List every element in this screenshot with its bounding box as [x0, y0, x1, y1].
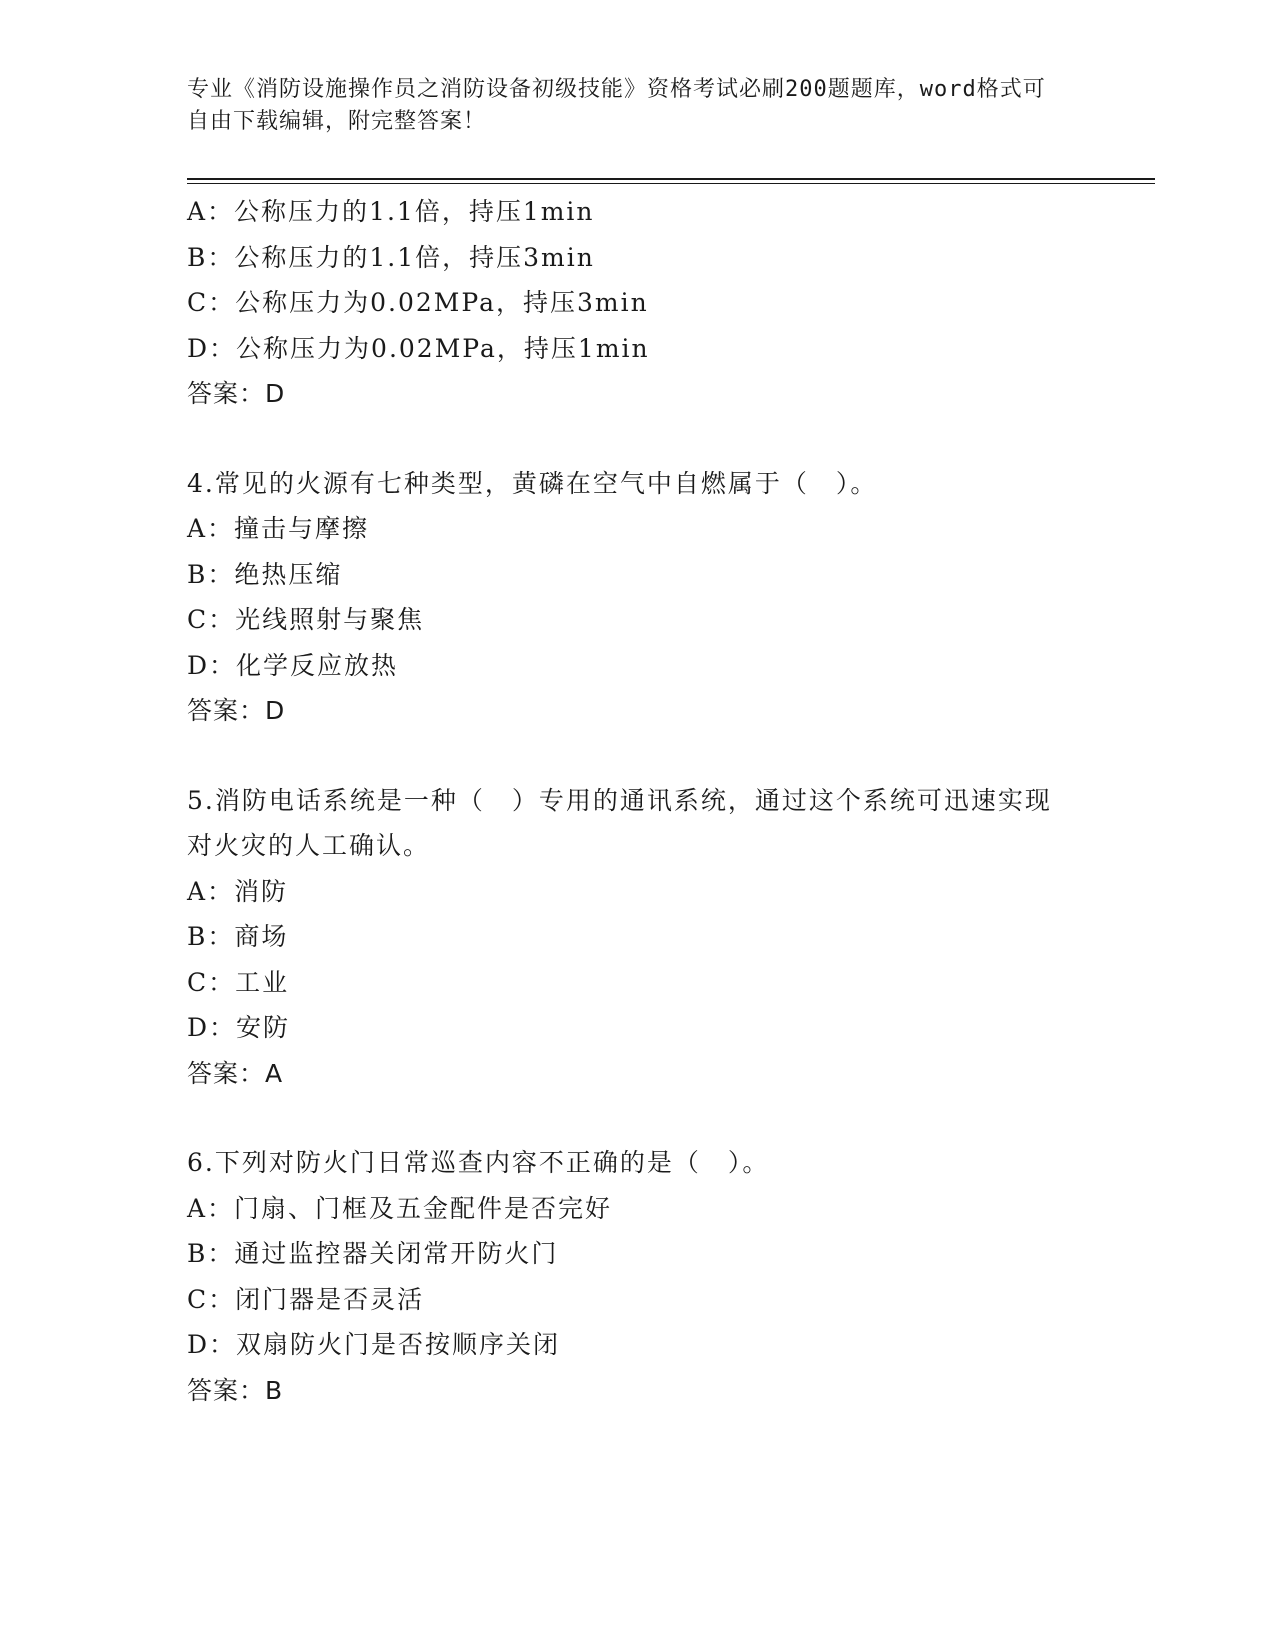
spacer	[187, 1096, 1087, 1140]
option-a: A：门扇、门框及五金配件是否完好	[187, 1193, 613, 1223]
option-a: A：撞击与摩擦	[187, 514, 370, 543]
question-block-3	[187, 189, 1087, 417]
option-a: A：消防	[187, 876, 289, 906]
option-a: A：公称压力的1.1倍，持压1min	[187, 197, 595, 226]
question-list	[187, 189, 1087, 1413]
option-c: C：工业	[187, 967, 290, 997]
option-b: B：绝热压缩	[187, 559, 343, 589]
answer-line: 答案：B	[187, 1375, 284, 1405]
option-d: D：双扇防火门是否按顺序关闭	[187, 1330, 561, 1359]
question-text: 4.常见的火源有七种类型，黄磷在空气中自燃属于（ ）。	[187, 468, 878, 498]
option-d: D：公称压力为0.02MPa，持压1min	[187, 333, 650, 363]
answer-line: 答案：A	[187, 1058, 284, 1088]
option-b: B：通过监控器关闭常开防火门	[187, 1239, 559, 1268]
option-c: C：闭门器是否灵活	[187, 1284, 425, 1314]
answer-line: 答案：D	[187, 379, 286, 408]
question-block-6	[187, 1140, 1087, 1413]
option-c: C：公称压力为0.02MPa，持压3min	[187, 288, 649, 317]
answer-line: 答案：D	[187, 696, 286, 725]
spacer	[187, 417, 1087, 461]
spacer	[187, 734, 1087, 778]
option-d: D：安防	[187, 1013, 291, 1042]
question-block-5	[187, 778, 1087, 1097]
option-b: B：公称压力的1.1倍，持压3min	[187, 242, 595, 272]
header-rule-thin	[187, 183, 1155, 184]
option-c: C：光线照射与聚焦	[187, 605, 425, 634]
header-rule-thick	[187, 178, 1155, 180]
question-text: 5.消防电话系统是一种（ ）专用的通讯系统，通过这个系统可迅速实现对火灾的人工确认。	[187, 785, 1052, 860]
option-d: D：化学反应放热	[187, 650, 399, 680]
option-b: B：商场	[187, 922, 289, 951]
question-block-4	[187, 461, 1087, 734]
document-header: 专业《消防设施操作员之消防设备初级技能》资格考试必刷200题题库，word格式可自由下载编辑，附完整答案！	[187, 77, 1046, 134]
question-text: 6.下列对防火门日常巡查内容不正确的是（ ）。	[187, 1148, 770, 1177]
